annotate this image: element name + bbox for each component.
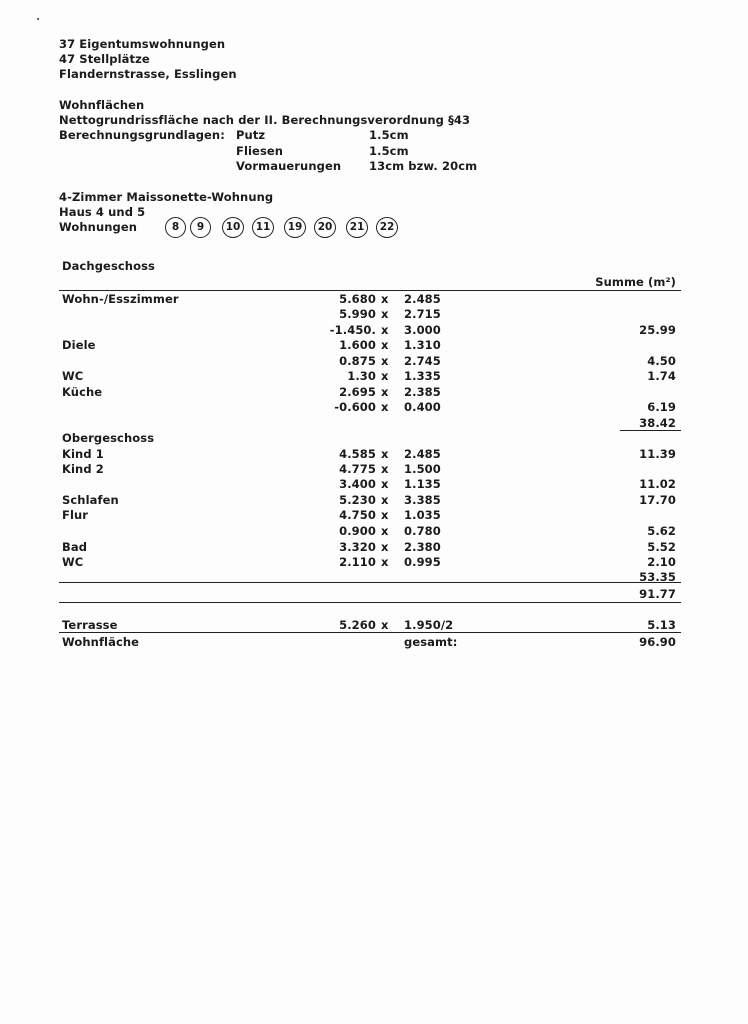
row-room-label: Diele xyxy=(62,338,96,352)
row-dimension-a: 0.900 xyxy=(339,524,376,538)
row-dimension-a: 1.30 xyxy=(347,369,376,383)
row-room-label: Kind 2 xyxy=(62,462,104,476)
apartment-number-circle: 10 xyxy=(222,217,244,238)
row-dimension-a: 1.600 xyxy=(339,338,376,352)
row-dimension-a: 3.320 xyxy=(339,540,376,554)
terrace-sum: 5.13 xyxy=(647,618,676,632)
row-operator: x xyxy=(381,385,389,399)
total-value: 96.90 xyxy=(639,635,676,649)
unit-type: 4-Zimmer Maissonette-Wohnung xyxy=(59,190,274,204)
row-dimension-a: 5.680 xyxy=(339,292,376,306)
row-sum: 17.70 xyxy=(639,493,676,507)
param-value: 1.5cm xyxy=(369,144,409,158)
terrace-b: 1.950/2 xyxy=(404,618,454,632)
row-sum: 1.74 xyxy=(647,369,676,383)
row-dimension-b: 2.715 xyxy=(404,307,441,321)
total-label: Wohnfläche xyxy=(62,635,140,649)
row-dimension-b: 2.745 xyxy=(404,354,441,368)
row-operator: x xyxy=(381,462,389,476)
row-dimension-a: 0.875 xyxy=(339,354,376,368)
row-dimension-b: 2.385 xyxy=(404,385,441,399)
row-dimension-b: 3.385 xyxy=(404,493,441,507)
row-sum: 11.39 xyxy=(639,447,676,461)
header-rule xyxy=(59,290,681,291)
row-dimension-b: 0.995 xyxy=(404,555,441,569)
row-dimension-b: 0.780 xyxy=(404,524,441,538)
header-line-2: 47 Stellplätze xyxy=(59,52,150,66)
total-word: gesamt: xyxy=(404,635,458,649)
row-room-label: Bad xyxy=(62,540,88,554)
row-dimension-b: 1.135 xyxy=(404,477,441,491)
row-dimension-a: 4.750 xyxy=(339,508,376,522)
row-dimension-b: 0.400 xyxy=(404,400,441,414)
row-dimension-a: 2.110 xyxy=(339,555,376,569)
apartments-label: Wohnungen xyxy=(59,220,138,234)
apartment-number-circle: 8 xyxy=(165,217,186,238)
row-sum: 38.42 xyxy=(639,416,676,430)
unit-houses: Haus 4 und 5 xyxy=(59,205,146,219)
row-operator: x xyxy=(381,508,389,522)
subtotal-value: 91.77 xyxy=(639,587,676,601)
param-name: Fliesen xyxy=(236,144,284,158)
row-dimension-a: 5.990 xyxy=(339,307,376,321)
terrace-label: Terrasse xyxy=(62,618,118,632)
row-dimension-b: 2.485 xyxy=(404,447,441,461)
section-obergeschoss: Obergeschoss xyxy=(62,431,155,445)
apartment-number-circle: 19 xyxy=(284,217,306,238)
row-dimension-b: 1.035 xyxy=(404,508,441,522)
row-sum: 53.35 xyxy=(639,570,676,584)
row-room-label: Wohn-/Esszimmer xyxy=(62,292,179,306)
row-room-label: Flur xyxy=(62,508,89,522)
row-operator: x xyxy=(381,493,389,507)
param-name: Vormauerungen xyxy=(236,159,342,173)
row-room-label: WC xyxy=(62,555,84,569)
row-operator: x xyxy=(381,354,389,368)
subtotal-rule-lower xyxy=(59,602,681,603)
speck xyxy=(37,18,39,20)
header-line-1: 37 Eigentumswohnungen xyxy=(59,37,226,51)
row-dimension-b: 1.310 xyxy=(404,338,441,352)
row-dimension-a: 4.775 xyxy=(339,462,376,476)
row-operator: x xyxy=(381,477,389,491)
terrace-a: 5.260 xyxy=(339,618,376,632)
row-sum: 2.10 xyxy=(647,555,676,569)
row-sum: 11.02 xyxy=(639,477,676,491)
row-operator: x xyxy=(381,400,389,414)
row-dimension-a: 5.230 xyxy=(339,493,376,507)
header-line-3: Flandernstrasse, Esslingen xyxy=(59,67,237,81)
intro-title: Wohnflächen xyxy=(59,98,145,112)
calc-label: Berechnungsgrundlagen: xyxy=(59,128,225,142)
row-operator: x xyxy=(381,524,389,538)
apartment-number-circle: 21 xyxy=(346,217,368,238)
row-dimension-b: 2.380 xyxy=(404,540,441,554)
row-dimension-a: 3.400 xyxy=(339,477,376,491)
apartment-number-circle: 20 xyxy=(314,217,336,238)
dachgeschoss-subtotal-rule xyxy=(620,430,681,431)
row-room-label: Schlafen xyxy=(62,493,119,507)
row-dimension-a: -0.600 xyxy=(334,400,376,414)
total-rule xyxy=(59,632,681,633)
row-dimension-b: 1.500 xyxy=(404,462,441,476)
row-sum: 5.62 xyxy=(647,524,676,538)
row-dimension-b: 2.485 xyxy=(404,292,441,306)
row-operator: x xyxy=(381,323,389,337)
row-operator: x xyxy=(381,292,389,306)
row-sum: 6.19 xyxy=(647,400,676,414)
row-operator: x xyxy=(381,447,389,461)
row-dimension-a: 2.695 xyxy=(339,385,376,399)
subtotal-rule xyxy=(59,582,681,583)
row-room-label: WC xyxy=(62,369,84,383)
row-sum: 4.50 xyxy=(647,354,676,368)
row-dimension-a: 4.585 xyxy=(339,447,376,461)
row-operator: x xyxy=(381,540,389,554)
row-sum: 5.52 xyxy=(647,540,676,554)
sum-header: Summe (m²) xyxy=(595,275,676,289)
apartment-number-circle: 22 xyxy=(376,217,398,238)
row-dimension-b: 1.335 xyxy=(404,369,441,383)
row-room-label: Küche xyxy=(62,385,103,399)
param-value: 1.5cm xyxy=(369,128,409,142)
apartment-number-circle: 11 xyxy=(252,217,274,238)
intro-basis: Nettogrundrissfläche nach der II. Berechnungsverordnung §43 xyxy=(59,113,471,127)
terrace-op: x xyxy=(381,618,389,632)
row-operator: x xyxy=(381,307,389,321)
row-operator: x xyxy=(381,338,389,352)
section-dachgeschoss: Dachgeschoss xyxy=(62,259,155,273)
row-operator: x xyxy=(381,555,389,569)
row-sum: 25.99 xyxy=(639,323,676,337)
row-dimension-a: -1.450. xyxy=(329,323,376,337)
param-value: 13cm bzw. 20cm xyxy=(369,159,478,173)
row-dimension-b: 3.000 xyxy=(404,323,441,337)
row-room-label: Kind 1 xyxy=(62,447,104,461)
row-operator: x xyxy=(381,369,389,383)
param-name: Putz xyxy=(236,128,266,142)
apartment-number-circle: 9 xyxy=(190,217,211,238)
